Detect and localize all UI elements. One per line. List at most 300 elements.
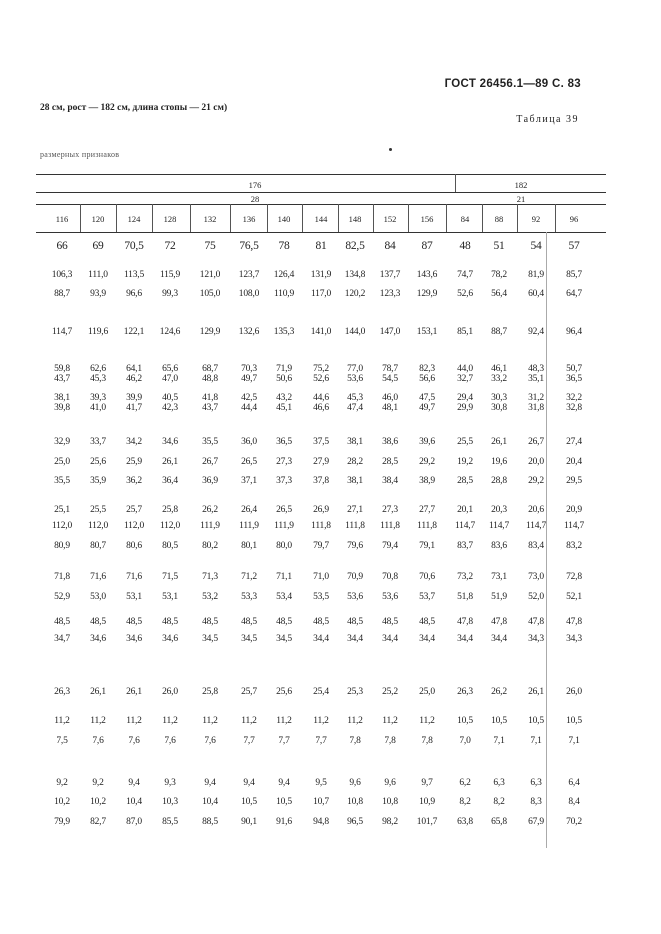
table-cell: 20,6: [528, 505, 544, 515]
height-group-182: 182: [514, 180, 528, 190]
table-cell: 28,5: [382, 457, 398, 467]
column-header: 148: [348, 214, 362, 224]
table-cell: 48,5: [313, 617, 329, 627]
table-cell: 63,8: [457, 817, 473, 827]
table-cell: 26,1: [126, 687, 142, 697]
table-cell: 10,8: [347, 797, 363, 807]
table-cell: 11,2: [241, 716, 257, 726]
table-cell: 115,9: [159, 270, 181, 280]
table-cell: 36,2: [126, 476, 142, 486]
table-cell: 20,4: [566, 457, 582, 467]
table-cell: 26,1: [90, 687, 106, 697]
table-cell: 62,6: [90, 364, 106, 374]
table-cell: 64,1: [126, 364, 142, 374]
table-cell: 108,0: [238, 289, 260, 299]
table-cell: 52,9: [54, 592, 70, 602]
table-cell: 30,8: [491, 403, 507, 413]
table-cell: 71,8: [54, 572, 70, 582]
table-cell: 8,4: [568, 797, 580, 807]
table-cell: 111,9: [200, 521, 220, 531]
table-cell: 111,8: [311, 521, 331, 531]
column-divider: [230, 204, 231, 232]
table-cell: 11,2: [347, 716, 363, 726]
table-cell: 38,1: [347, 437, 363, 447]
table-cell: 9,4: [128, 778, 140, 788]
table-cell: 7,6: [92, 736, 104, 746]
table-cell: 112,0: [123, 521, 145, 531]
table-cell: 47,8: [491, 617, 507, 627]
table-cell: 120,2: [344, 289, 366, 299]
table-rule-2: [36, 192, 606, 193]
column-divider: [267, 204, 268, 232]
table-cell: 9,2: [56, 778, 68, 788]
table-cell: 10,5: [491, 716, 507, 726]
table-cell: 87: [421, 240, 433, 252]
table-cell: 153,1: [416, 327, 438, 337]
table-cell: 76,5: [239, 240, 259, 252]
table-cell: 32,9: [54, 437, 70, 447]
table-cell: 68,7: [202, 364, 218, 374]
table-cell: 7,1: [568, 736, 580, 746]
table-cell: 77,0: [347, 364, 363, 374]
table-cell: 80,7: [90, 541, 106, 551]
table-cell: 64,7: [566, 289, 582, 299]
table-cell: 84: [384, 240, 396, 252]
table-cell: 26,3: [54, 687, 70, 697]
table-cell: 34,7: [54, 634, 70, 644]
column-header: 156: [420, 214, 434, 224]
table-cell: 46,1: [491, 364, 507, 374]
table-cell: 7,0: [459, 736, 471, 746]
table-cell: 34,6: [162, 634, 178, 644]
table-cell: 34,4: [491, 634, 507, 644]
table-cell: 53,6: [382, 592, 398, 602]
table-cell: 36,0: [241, 437, 257, 447]
table-cell: 6,3: [530, 778, 542, 788]
table-cell: 9,7: [421, 778, 433, 788]
table-cell: 9,3: [164, 778, 176, 788]
table-cell: 28,5: [457, 476, 473, 486]
table-cell: 112,0: [87, 521, 109, 531]
table-cell: 54: [530, 240, 542, 252]
column-header: 92: [531, 214, 541, 224]
features-label: размерных признаков: [40, 150, 120, 159]
column-divider: [408, 204, 409, 232]
table-cell: 71,3: [202, 572, 218, 582]
table-cell: 8,2: [493, 797, 505, 807]
table-cell: 53,6: [347, 592, 363, 602]
table-cell: 46,2: [126, 374, 142, 384]
table-cell: 52,0: [528, 592, 544, 602]
table-cell: 10,8: [382, 797, 398, 807]
table-cell: 79,6: [347, 541, 363, 551]
table-cell: 26,1: [491, 437, 507, 447]
table-cell: 47,8: [566, 617, 582, 627]
table-cell: 10,5: [276, 797, 292, 807]
table-cell: 10,5: [457, 716, 473, 726]
table-cell: 10,2: [90, 797, 106, 807]
table-cell: 144,0: [344, 327, 366, 337]
table-cell: 11,2: [126, 716, 142, 726]
table-cell: 96,6: [126, 289, 142, 299]
table-cell: 96,5: [347, 817, 363, 827]
table-cell: 48,5: [90, 617, 106, 627]
table-cell: 11,2: [419, 716, 435, 726]
table-cell: 53,6: [347, 374, 363, 384]
table-cell: 69: [92, 240, 104, 252]
column-header: 136: [242, 214, 256, 224]
table-cell: 53,5: [313, 592, 329, 602]
column-divider: [302, 204, 303, 232]
table-cell: 37,1: [241, 476, 257, 486]
column-divider: [482, 204, 483, 232]
table-cell: 34,4: [457, 634, 473, 644]
table-cell: 8,2: [459, 797, 471, 807]
table-cell: 42,5: [241, 393, 257, 403]
table-cell: 35,5: [54, 476, 70, 486]
table-cell: 131,9: [310, 270, 332, 280]
table-cell: 43,2: [276, 393, 292, 403]
table-cell: 73,0: [528, 572, 544, 582]
table-cell: 70,3: [241, 364, 257, 374]
table-cell: 34,4: [419, 634, 435, 644]
table-cell: 113,5: [123, 270, 145, 280]
table-cell: 122,1: [123, 327, 145, 337]
table-cell: 117,0: [310, 289, 332, 299]
table-cell: 38,1: [347, 476, 363, 486]
table-cell: 29,9: [457, 403, 473, 413]
column-divider: [116, 204, 117, 232]
table-cell: 45,3: [347, 393, 363, 403]
table-cell: 34,6: [126, 634, 142, 644]
table-cell: 48: [459, 240, 471, 252]
column-header: 88: [494, 214, 504, 224]
table-cell: 10,5: [528, 716, 544, 726]
table-cell: 34,5: [202, 634, 218, 644]
table-cell: 111,8: [345, 521, 365, 531]
table-cell: 83,2: [566, 541, 582, 551]
column-header: 140: [277, 214, 291, 224]
table-cell: 71,2: [241, 572, 257, 582]
table-cell: 33,2: [491, 374, 507, 384]
table-cell: 53,3: [241, 592, 257, 602]
table-cell: 38,4: [382, 476, 398, 486]
table-cell: 34,6: [90, 634, 106, 644]
table-cell: 26,9: [313, 505, 329, 515]
table-cell: 80,6: [126, 541, 142, 551]
table-rule-3: [36, 204, 606, 205]
table-cell: 85,5: [162, 817, 178, 827]
table-cell: 85,7: [566, 270, 582, 280]
table-cell: 80,1: [241, 541, 257, 551]
table-cell: 48,5: [347, 617, 363, 627]
table-cell: 34,6: [162, 437, 178, 447]
table-cell: 48,5: [54, 617, 70, 627]
table-cell: 57: [568, 240, 580, 252]
table-header-bottom-rule: [36, 232, 606, 233]
table-cell: 11,2: [202, 716, 218, 726]
table-cell: 48,8: [202, 374, 218, 384]
table-cell: 54,5: [382, 374, 398, 384]
table-cell: 26,0: [566, 687, 582, 697]
table-cell: 20,3: [491, 505, 507, 515]
table-cell: 25,8: [162, 505, 178, 515]
table-cell: 71,9: [276, 364, 292, 374]
table-cell: 137,7: [379, 270, 401, 280]
column-divider: [517, 204, 518, 232]
table-cell: 51: [493, 240, 505, 252]
table-cell: 53,4: [276, 592, 292, 602]
column-divider: [80, 204, 81, 232]
table-cell: 50,7: [566, 364, 582, 374]
table-cell: 19,2: [457, 457, 473, 467]
table-cell: 7,5: [56, 736, 68, 746]
table-cell: 25,3: [347, 687, 363, 697]
column-header: 132: [203, 214, 217, 224]
table-cell: 41,0: [90, 403, 106, 413]
table-cell: 78,7: [382, 364, 398, 374]
table-cell: 79,9: [54, 817, 70, 827]
table-cell: 36,4: [162, 476, 178, 486]
table-cell: 26,0: [162, 687, 178, 697]
table-cell: 82,7: [90, 817, 106, 827]
table-cell: 25,6: [276, 687, 292, 697]
table-cell: 93,9: [90, 289, 106, 299]
table-cell: 70,2: [566, 817, 582, 827]
right-column-rule: [546, 232, 547, 848]
table-cell: 72: [164, 240, 176, 252]
column-header: 84: [460, 214, 470, 224]
table-cell: 111,9: [239, 521, 259, 531]
table-cell: 79,7: [313, 541, 329, 551]
table-cell: 26,7: [202, 457, 218, 467]
table-cell: 143,6: [416, 270, 438, 280]
table-cell: 26,4: [241, 505, 257, 515]
table-cell: 91,6: [276, 817, 292, 827]
table-cell: 110,9: [273, 289, 295, 299]
table-cell: 34,3: [566, 634, 582, 644]
table-cell: 6,2: [459, 778, 471, 788]
table-cell: 114,7: [454, 521, 476, 531]
table-cell: 30,3: [491, 393, 507, 403]
group-separator: [455, 174, 456, 192]
table-cell: 88,7: [491, 327, 507, 337]
table-cell: 105,0: [199, 289, 221, 299]
table-cell: 92,4: [528, 327, 544, 337]
table-cell: 59,8: [54, 364, 70, 374]
table-cell: 7,6: [204, 736, 216, 746]
table-cell: 11,2: [90, 716, 106, 726]
table-cell: 126,4: [273, 270, 295, 280]
table-cell: 25,0: [419, 687, 435, 697]
column-header: 128: [163, 214, 177, 224]
table-cell: 35,5: [202, 437, 218, 447]
table-top-rule: [36, 174, 606, 175]
table-cell: 71,0: [313, 572, 329, 582]
table-cell: 66: [56, 240, 68, 252]
table-cell: 52,1: [566, 592, 582, 602]
table-cell: 90,1: [241, 817, 257, 827]
table-cell: 46,0: [382, 393, 398, 403]
table-cell: 38,6: [382, 437, 398, 447]
table-cell: 40,5: [162, 393, 178, 403]
table-cell: 52,6: [313, 374, 329, 384]
table-cell: 60,4: [528, 289, 544, 299]
table-cell: 26,1: [162, 457, 178, 467]
table-cell: 44,4: [241, 403, 257, 413]
table-cell: 36,5: [566, 374, 582, 384]
table-cell: 26,7: [528, 437, 544, 447]
table-cell: 39,6: [419, 437, 435, 447]
table-cell: 65,6: [162, 364, 178, 374]
table-cell: 9,5: [315, 778, 327, 788]
table-cell: 10,3: [162, 797, 178, 807]
table-cell: 134,8: [344, 270, 366, 280]
table-cell: 124,6: [159, 327, 181, 337]
table-cell: 88,7: [54, 289, 70, 299]
table-cell: 48,5: [382, 617, 398, 627]
table-cell: 70,9: [347, 572, 363, 582]
table-cell: 34,4: [382, 634, 398, 644]
table-cell: 48,5: [162, 617, 178, 627]
table-cell: 7,7: [315, 736, 327, 746]
table-cell: 82,3: [419, 364, 435, 374]
table-cell: 25,9: [126, 457, 142, 467]
table-cell: 135,3: [273, 327, 295, 337]
table-cell: 26,2: [491, 687, 507, 697]
table-cell: 53,7: [419, 592, 435, 602]
table-cell: 98,2: [382, 817, 398, 827]
table-cell: 34,3: [528, 634, 544, 644]
table-cell: 53,0: [90, 592, 106, 602]
height-group-176: 176: [248, 180, 262, 190]
table-cell: 19,6: [491, 457, 507, 467]
table-cell: 75,2: [313, 364, 329, 374]
table-cell: 111,0: [88, 270, 108, 280]
table-cell: 111,8: [417, 521, 437, 531]
table-cell: 48,5: [276, 617, 292, 627]
table-cell: 49,7: [419, 403, 435, 413]
table-cell: 28,2: [347, 457, 363, 467]
table-cell: 49,7: [241, 374, 257, 384]
table-cell: 25,8: [202, 687, 218, 697]
table-cell: 27,7: [419, 505, 435, 515]
table-cell: 37,3: [276, 476, 292, 486]
table-cell: 81,9: [528, 270, 544, 280]
table-cell: 25,6: [90, 457, 106, 467]
table-cell: 7,6: [164, 736, 176, 746]
table-cell: 10,4: [126, 797, 142, 807]
table-cell: 141,0: [310, 327, 332, 337]
table-cell: 39,8: [54, 403, 70, 413]
table-cell: 7,6: [128, 736, 140, 746]
table-cell: 47,4: [347, 403, 363, 413]
table-cell: 101,7: [416, 817, 438, 827]
table-cell: 26,5: [241, 457, 257, 467]
table-cell: 114,7: [525, 521, 547, 531]
table-cell: 129,9: [199, 327, 221, 337]
table-cell: 10,5: [566, 716, 582, 726]
table-cell: 81: [315, 240, 327, 252]
table-cell: 25,5: [90, 505, 106, 515]
table-cell: 53,1: [126, 592, 142, 602]
table-cell: 7,1: [530, 736, 542, 746]
table-cell: 80,2: [202, 541, 218, 551]
table-cell: 48,3: [528, 364, 544, 374]
table-cell: 29,4: [457, 393, 473, 403]
table-cell: 10,2: [54, 797, 70, 807]
table-cell: 32,7: [457, 374, 473, 384]
table-cell: 39,3: [90, 393, 106, 403]
table-cell: 83,7: [457, 541, 473, 551]
column-divider: [338, 204, 339, 232]
table-cell: 27,4: [566, 437, 582, 447]
column-divider: [373, 204, 374, 232]
table-cell: 9,4: [204, 778, 216, 788]
table-cell: 25,5: [457, 437, 473, 447]
table-cell: 37,5: [313, 437, 329, 447]
table-cell: 79,4: [382, 541, 398, 551]
table-cell: 27,1: [347, 505, 363, 515]
table-cell: 52,6: [457, 289, 473, 299]
table-cell: 34,4: [347, 634, 363, 644]
table-cell: 29,2: [528, 476, 544, 486]
table-cell: 41,8: [202, 393, 218, 403]
table-cell: 80,9: [54, 541, 70, 551]
foot-group-21: 21: [516, 194, 526, 204]
table-cell: 10,5: [241, 797, 257, 807]
table-cell: 32,2: [566, 393, 582, 403]
standard-reference: ГОСТ 26456.1—89 С. 83: [444, 78, 581, 90]
table-cell: 32,8: [566, 403, 582, 413]
table-cell: 47,5: [419, 393, 435, 403]
table-cell: 10,9: [419, 797, 435, 807]
table-cell: 147,0: [379, 327, 401, 337]
table-cell: 26,2: [202, 505, 218, 515]
table-cell: 10,7: [313, 797, 329, 807]
table-cell: 25,4: [313, 687, 329, 697]
table-cell: 45,3: [90, 374, 106, 384]
table-cell: 123,3: [379, 289, 401, 299]
table-cell: 38,1: [54, 393, 70, 403]
table-cell: 48,5: [419, 617, 435, 627]
table-cell: 48,5: [202, 617, 218, 627]
table-cell: 132,6: [238, 327, 260, 337]
table-cell: 47,8: [528, 617, 544, 627]
table-cell: 20,1: [457, 505, 473, 515]
table-cell: 48,5: [126, 617, 142, 627]
table-cell: 11,2: [276, 716, 292, 726]
column-header: 116: [55, 214, 69, 224]
table-cell: 51,8: [457, 592, 473, 602]
table-cell: 25,0: [54, 457, 70, 467]
column-header: 96: [569, 214, 579, 224]
table-cell: 106,3: [51, 270, 73, 280]
table-cell: 6,3: [493, 778, 505, 788]
table-cell: 87,0: [126, 817, 142, 827]
table-cell: 34,4: [313, 634, 329, 644]
table-cell: 114,7: [488, 521, 510, 531]
table-cell: 46,6: [313, 403, 329, 413]
table-cell: 9,4: [243, 778, 255, 788]
table-cell: 44,0: [457, 364, 473, 374]
table-cell: 74,7: [457, 270, 473, 280]
table-cell: 35,9: [90, 476, 106, 486]
table-cell: 36,9: [202, 476, 218, 486]
table-number: Таблица 39: [516, 114, 579, 125]
table-cell: 53,1: [162, 592, 178, 602]
table-cell: 7,8: [349, 736, 361, 746]
